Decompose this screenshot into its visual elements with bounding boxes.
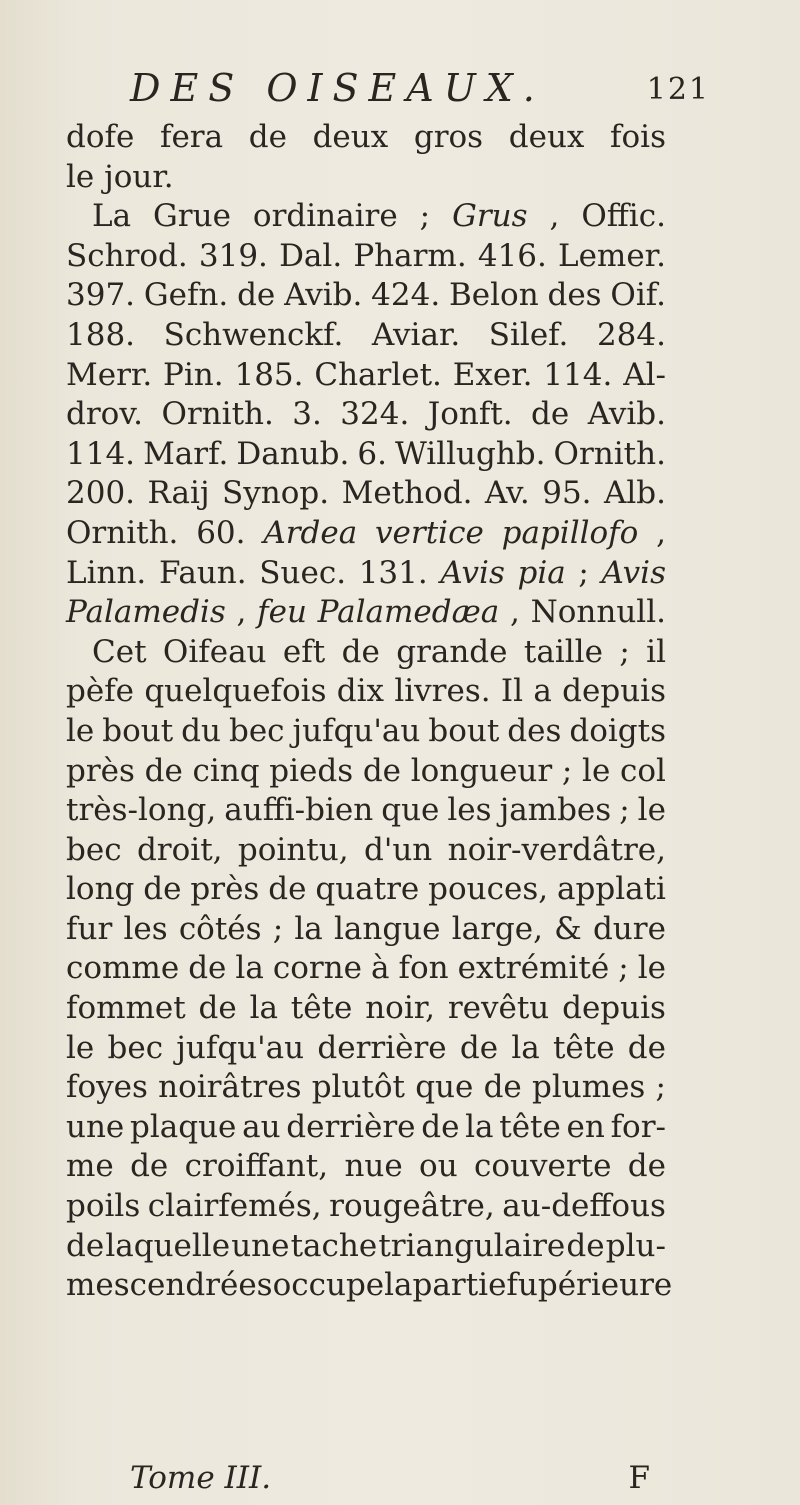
word: mes	[66, 1267, 130, 1304]
word: Palamedæa	[317, 594, 500, 631]
text-line	[66, 276, 666, 316]
word: en	[566, 1108, 605, 1145]
word: très-long,	[66, 792, 217, 829]
word: fupérieure	[506, 1267, 673, 1304]
word: comme	[66, 950, 180, 987]
word: corne	[272, 950, 362, 987]
text-line	[66, 712, 666, 752]
word: du	[181, 712, 221, 749]
text-line	[66, 316, 666, 356]
word: Raij	[147, 475, 210, 512]
word: le	[66, 712, 95, 749]
word: la	[294, 910, 323, 947]
word: ;	[655, 1069, 666, 1106]
word: fon	[398, 950, 449, 987]
word: grande	[396, 633, 508, 670]
word: cinq	[192, 752, 260, 789]
text-line	[66, 672, 666, 712]
word: de	[566, 1227, 605, 1264]
word: au-deffous	[502, 1188, 666, 1225]
word: Linn.	[66, 554, 147, 591]
word: Suec.	[259, 554, 347, 591]
word: une	[66, 1108, 125, 1145]
word: foyes	[66, 1069, 148, 1106]
word: plaque	[129, 1108, 237, 1145]
word: ;	[619, 792, 630, 829]
word: 188.	[66, 316, 136, 353]
word: ;	[578, 554, 589, 591]
text-line	[66, 1068, 666, 1108]
word: depuis	[562, 990, 666, 1027]
word: taille	[523, 633, 603, 670]
word: de	[483, 1069, 522, 1106]
word: &	[554, 910, 582, 947]
page-header	[130, 66, 710, 116]
word: de	[421, 1108, 460, 1145]
word: de	[268, 871, 307, 908]
word: fois	[610, 119, 666, 155]
word: 60.	[196, 514, 246, 551]
word: eft	[282, 633, 326, 670]
word: deux	[508, 119, 585, 155]
word: ,	[509, 594, 520, 631]
word: le	[637, 792, 666, 829]
word: la	[249, 990, 278, 1027]
text-line	[66, 910, 666, 950]
text-line	[66, 237, 666, 277]
word: quelquefois	[144, 673, 327, 710]
word: laquelle	[105, 1227, 231, 1264]
text-line	[66, 474, 666, 514]
word: Al-	[623, 356, 666, 393]
word: noir-verdâtre,	[447, 831, 666, 868]
word: gros	[413, 119, 484, 155]
word: for-	[610, 1108, 666, 1145]
word: Charlet.	[314, 356, 442, 393]
word: côtés	[178, 910, 262, 947]
text-line	[66, 197, 666, 237]
word: occupe	[272, 1267, 385, 1304]
word: Aviar.	[371, 316, 461, 353]
word: 397.	[66, 277, 136, 314]
word: fommet	[66, 990, 186, 1027]
word: 324.	[340, 396, 410, 433]
text-line	[66, 593, 666, 633]
word: la	[465, 1108, 494, 1145]
word: couverte	[473, 1148, 612, 1185]
word: ou	[419, 1148, 458, 1185]
text-line	[66, 1108, 666, 1148]
word: ;	[272, 910, 284, 947]
word: le	[582, 752, 611, 789]
word: doigts	[569, 712, 666, 749]
word: Grue	[153, 198, 231, 235]
word: triangulaire	[378, 1227, 566, 1264]
word: papillofo	[501, 514, 639, 551]
word: a	[533, 673, 552, 710]
word: au	[242, 1108, 281, 1145]
word: partie	[412, 1267, 507, 1304]
word: revêtu	[447, 990, 550, 1027]
word: 114.	[66, 435, 136, 472]
word: 185.	[234, 356, 304, 393]
word: de	[459, 1029, 499, 1066]
word: pia	[517, 554, 566, 591]
word: 131.	[358, 554, 428, 591]
word: Belon	[449, 277, 539, 314]
word: bec	[228, 712, 285, 749]
word: de	[130, 1148, 169, 1185]
word: Exer.	[452, 356, 533, 393]
word: cendrées	[129, 1267, 273, 1304]
word: Av.	[484, 475, 530, 512]
word: 3.	[292, 396, 322, 433]
word: il	[646, 633, 666, 670]
word: me	[66, 1148, 114, 1185]
word: à	[371, 950, 390, 987]
word: ,	[656, 514, 666, 551]
word: ;	[419, 198, 431, 235]
word: jambes	[499, 792, 612, 829]
word: col	[619, 752, 666, 789]
word: Avis	[601, 554, 666, 591]
word: Dal.	[279, 237, 343, 274]
word: jufqu'au	[176, 1029, 305, 1066]
word: Avib.	[284, 277, 363, 314]
word: Grus	[452, 198, 528, 235]
word: noir,	[365, 990, 436, 1027]
word: que	[381, 792, 440, 829]
word: 114.	[543, 356, 613, 393]
text-line	[66, 633, 666, 673]
word: bout	[428, 712, 500, 749]
word: bec	[107, 1029, 164, 1066]
text-line	[66, 870, 666, 910]
text-line	[66, 1227, 666, 1267]
word: Oifeau	[162, 633, 267, 670]
word: long	[66, 871, 135, 908]
word: la	[511, 1029, 540, 1066]
word: Oif.	[610, 277, 666, 314]
word: La	[92, 198, 132, 235]
word: de	[66, 1227, 105, 1264]
word: applati	[557, 871, 666, 908]
text-line	[66, 949, 666, 989]
word: de	[198, 990, 237, 1027]
word: la	[235, 950, 264, 987]
word: Merr.	[66, 356, 153, 393]
word: Jonft.	[427, 396, 513, 433]
word: pieds	[269, 752, 354, 789]
word: ;	[561, 752, 573, 789]
word: fur	[66, 910, 113, 947]
word: de	[188, 950, 227, 987]
word: poils	[66, 1188, 141, 1225]
word: de	[143, 871, 182, 908]
word: auffi-bien	[224, 792, 374, 829]
word: 284.	[596, 316, 666, 353]
word: Schwenckf.	[163, 316, 344, 353]
word: les	[123, 910, 168, 947]
word: clairfemés,	[147, 1188, 322, 1225]
word: Nonnull.	[530, 594, 666, 631]
word: vertice	[375, 514, 484, 551]
word: tête	[552, 1029, 615, 1066]
word: des	[507, 712, 562, 749]
word: Gefn.	[143, 277, 229, 314]
word: noirâtres	[158, 1069, 302, 1106]
text-line	[66, 356, 666, 396]
word: Avib.	[587, 396, 666, 433]
word: plutôt	[311, 1069, 405, 1106]
word: Faun.	[158, 554, 247, 591]
word: pointu,	[237, 831, 349, 868]
word: ordinaire	[252, 198, 398, 235]
word: Pin.	[163, 356, 224, 393]
word: bec	[66, 831, 122, 868]
word: Willughb.	[394, 435, 546, 472]
word: dofe	[66, 119, 135, 155]
text-line	[66, 118, 666, 158]
word: Alb.	[604, 475, 666, 512]
word: tête	[499, 1108, 561, 1145]
word: nue	[344, 1148, 403, 1185]
word: ;	[619, 633, 630, 670]
word: Il	[500, 673, 524, 710]
running-title: DES OISEAUX.	[130, 66, 545, 110]
word: 95.	[542, 475, 592, 512]
word: large,	[451, 910, 543, 947]
word: ,	[549, 198, 560, 235]
word: de	[341, 633, 380, 670]
word: près	[190, 871, 260, 908]
word: Lemer.	[558, 237, 666, 274]
gathering-signature: F	[628, 1460, 650, 1496]
word: rougeâtre,	[329, 1188, 495, 1225]
text-line	[66, 514, 666, 554]
word: droit,	[136, 831, 223, 868]
word: Ornith.	[66, 514, 179, 551]
word: longueur	[410, 752, 553, 789]
word: depuis	[562, 673, 666, 710]
word: Marf.	[143, 435, 229, 472]
word: pèfe	[66, 673, 135, 710]
word: fera	[159, 119, 224, 155]
word: Ardea	[263, 514, 358, 551]
word: de	[237, 277, 276, 314]
word: ;	[618, 950, 629, 987]
word: plumes	[531, 1069, 646, 1106]
word: de	[627, 1029, 666, 1066]
word: Palamedis	[66, 594, 226, 631]
word: 6.	[357, 435, 387, 472]
word: la	[384, 1267, 413, 1304]
word: Silef.	[488, 316, 569, 353]
body-text	[66, 118, 673, 1306]
text-line	[66, 1147, 666, 1187]
page-number: 121	[646, 72, 710, 107]
text-line: le jour.	[66, 158, 174, 195]
word: quatre	[315, 871, 420, 908]
word: 416.	[477, 237, 547, 274]
word: près	[66, 752, 135, 789]
text-line	[66, 752, 666, 792]
word: plu-	[605, 1227, 666, 1264]
text-line	[66, 395, 666, 435]
word: tache	[290, 1227, 378, 1264]
word: des	[547, 277, 602, 314]
word: langue	[333, 910, 441, 947]
word: 319.	[198, 237, 268, 274]
text-line	[66, 554, 666, 594]
word: de	[627, 1148, 666, 1185]
word: le	[66, 1029, 95, 1066]
text-line	[66, 1266, 673, 1306]
word: Offic.	[581, 198, 666, 235]
word: derrière	[317, 1029, 447, 1066]
word: Danub.	[236, 435, 350, 472]
word: d'un	[363, 831, 433, 868]
word: extrémité	[457, 950, 610, 987]
word: de	[362, 752, 402, 789]
word: Ornith.	[161, 396, 274, 433]
word: livres.	[394, 673, 491, 710]
word: Ornith.	[553, 435, 666, 472]
word: Avis	[440, 554, 505, 591]
word: 200.	[66, 475, 136, 512]
word: ,	[236, 594, 247, 631]
word: Synop.	[222, 475, 330, 512]
word: jufqu'au	[292, 712, 421, 749]
word: pouces,	[428, 871, 549, 908]
word: croiffant,	[184, 1148, 329, 1185]
word: Schrod.	[66, 237, 188, 274]
word: dix	[336, 673, 385, 710]
word: Cet	[92, 633, 147, 670]
word: une	[231, 1227, 290, 1264]
word: tête	[290, 990, 353, 1027]
word: les	[447, 792, 492, 829]
text-line	[66, 1029, 666, 1069]
word: Pharm.	[353, 237, 467, 274]
word: bout	[102, 712, 174, 749]
text-line	[66, 1187, 666, 1227]
word: drov.	[66, 396, 144, 433]
text-line	[66, 435, 666, 475]
word: 424.	[371, 277, 441, 314]
volume-signature: Tome III.	[130, 1460, 272, 1496]
word: dure	[592, 910, 666, 947]
word: deux	[312, 119, 389, 155]
text-line	[66, 989, 666, 1029]
word: feu	[257, 594, 307, 631]
word: de	[144, 752, 183, 789]
word: de	[248, 119, 287, 155]
word: derrière	[286, 1108, 416, 1145]
word: de	[531, 396, 570, 433]
text-line	[66, 791, 666, 831]
word: que	[415, 1069, 474, 1106]
word: le	[637, 950, 666, 987]
word: Method.	[341, 475, 473, 512]
page-footer	[130, 1460, 650, 1500]
text-line	[66, 831, 666, 871]
